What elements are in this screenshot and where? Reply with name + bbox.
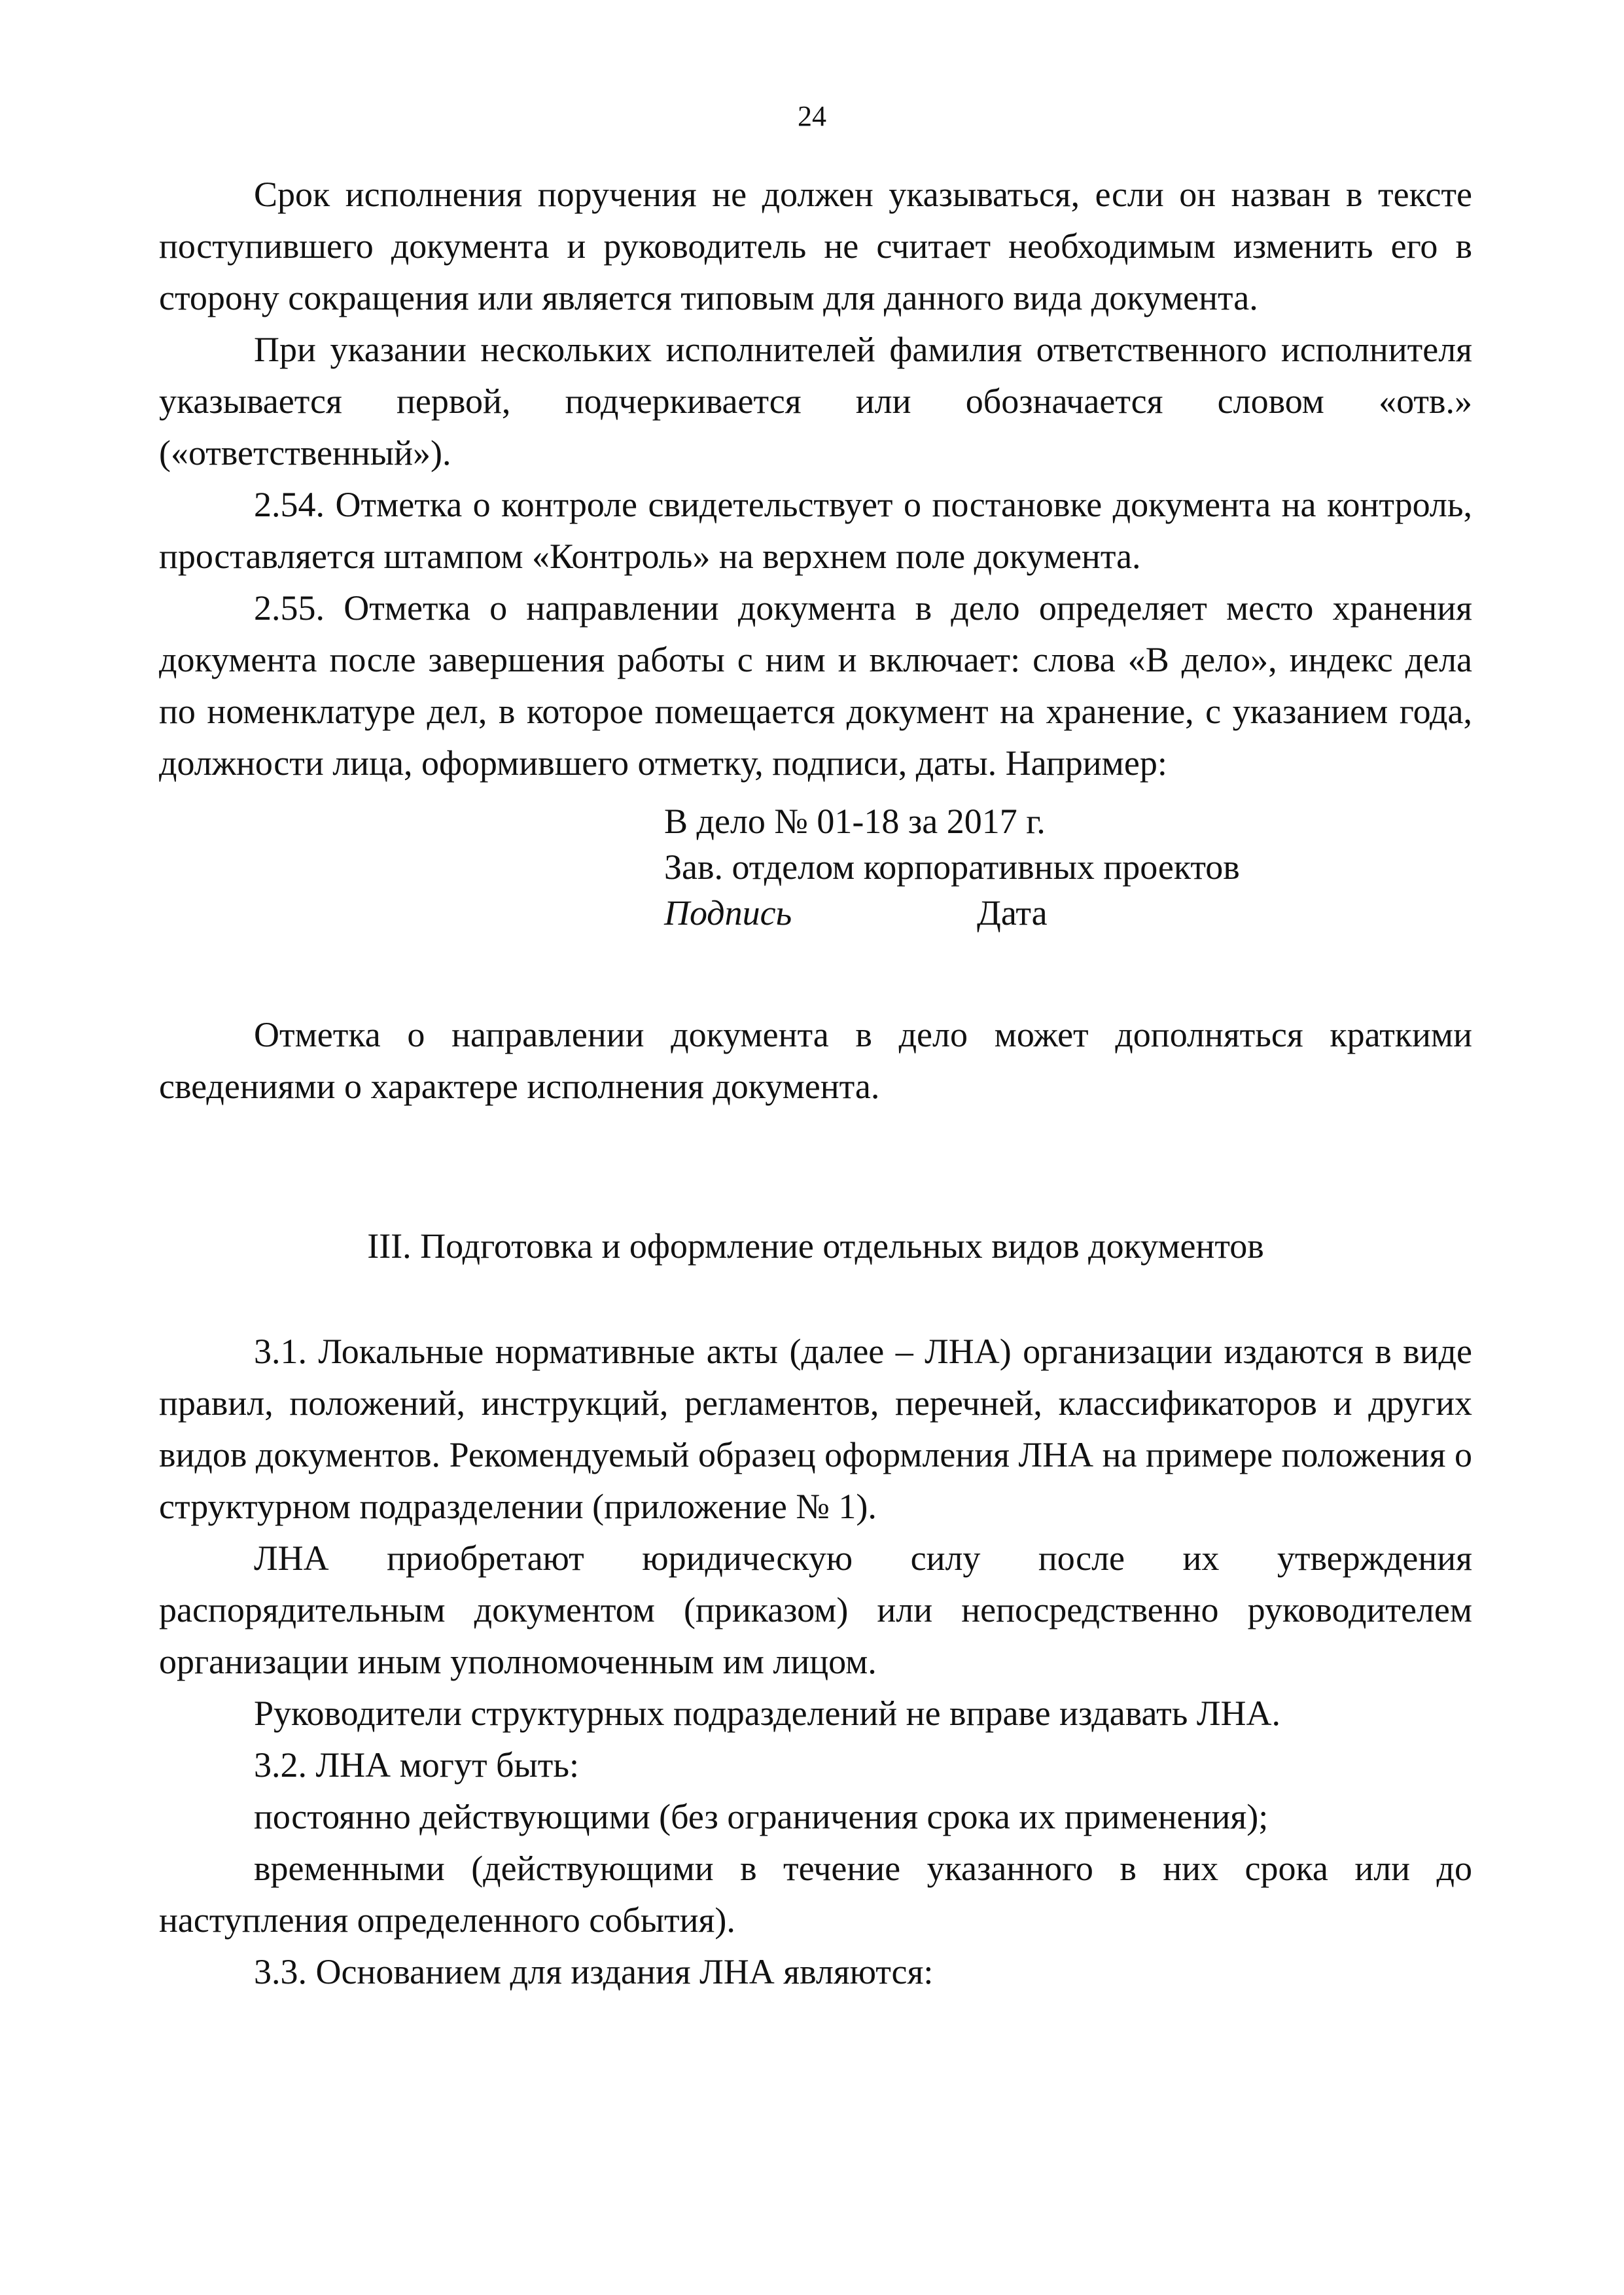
example-signature: Подпись xyxy=(664,893,792,933)
paragraph-3-3: 3.3. Основанием для издания ЛНА являются: xyxy=(254,1952,934,1991)
paragraph-temporary: временными (действующими в течение указанного в них срока или до наступления определенного события). xyxy=(159,1849,1472,1940)
paragraph-after-example: Отметка о направлении документа в дело может дополняться краткими сведениями о характере исполнения документа. xyxy=(159,1015,1472,1106)
paragraph-2-55: 2.55. Отметка о направлении документа в дело определяет место хранения документа после завершения работы с ним и включает: слова «В дело», индекс дела по номенклатуре дел, в которое помещается документ на хранение, с указанием года, должности лица, оформившего отметку, подписи, даты. Например: xyxy=(159,588,1472,783)
example-case-line: В дело № 01-18 за 2017 г. xyxy=(664,802,1046,841)
spacer xyxy=(159,1112,1472,1220)
paragraph-3-2: 3.2. ЛНА могут быть: xyxy=(254,1745,580,1785)
example-date: Дата xyxy=(977,893,1048,933)
page-number: 24 xyxy=(798,100,826,132)
paragraph-executors: При указании нескольких исполнителей фамилия ответственного исполнителя указывается первой, подчеркивается или обозначается словом «отв.» («ответственный»). xyxy=(159,330,1472,472)
spacer xyxy=(159,936,1472,1009)
paragraph-permanent: постоянно действующими (без ограничения срока их применения); xyxy=(254,1797,1269,1836)
spacer xyxy=(159,1272,1472,1326)
section-title: III. Подготовка и оформление отдельных видов документов xyxy=(367,1226,1264,1266)
paragraph-deadline: Срок исполнения поручения не должен указываться, если он назван в тексте поступившего документа и руководитель не считает необходимым изменить его в сторону сокращения или является типовым для данного вида документа. xyxy=(159,175,1472,317)
example-position-line: Зав. отделом корпоративных проектов xyxy=(664,847,1240,887)
example-signature-line xyxy=(664,890,1472,936)
paragraph-no-issue: Руководители структурных подразделений не вправе издавать ЛНА. xyxy=(254,1694,1280,1733)
filing-mark-example xyxy=(664,789,1472,936)
paragraph-2-54: 2.54. Отметка о контроле свидетельствует о постановке документа на контроль, проставляется штампом «Контроль» на верхнем поле документа. xyxy=(159,485,1472,576)
paragraph-legal-force: ЛНА приобретают юридическую силу после их утверждения распорядительным документом (приказом) или непосредственно руководителем организации иным уполномоченным им лицом. xyxy=(159,1539,1472,1681)
paragraph-3-1: 3.1. Локальные нормативные акты (далее – ЛНА) организации издаются в виде правил, положений, инструкций, регламентов, перечней, классификаторов и других видов документов. Рекомендуемый образец оформления ЛНА на примере положения о структурном подразделении (приложение № 1). xyxy=(159,1332,1472,1526)
document-body xyxy=(159,169,1472,1998)
